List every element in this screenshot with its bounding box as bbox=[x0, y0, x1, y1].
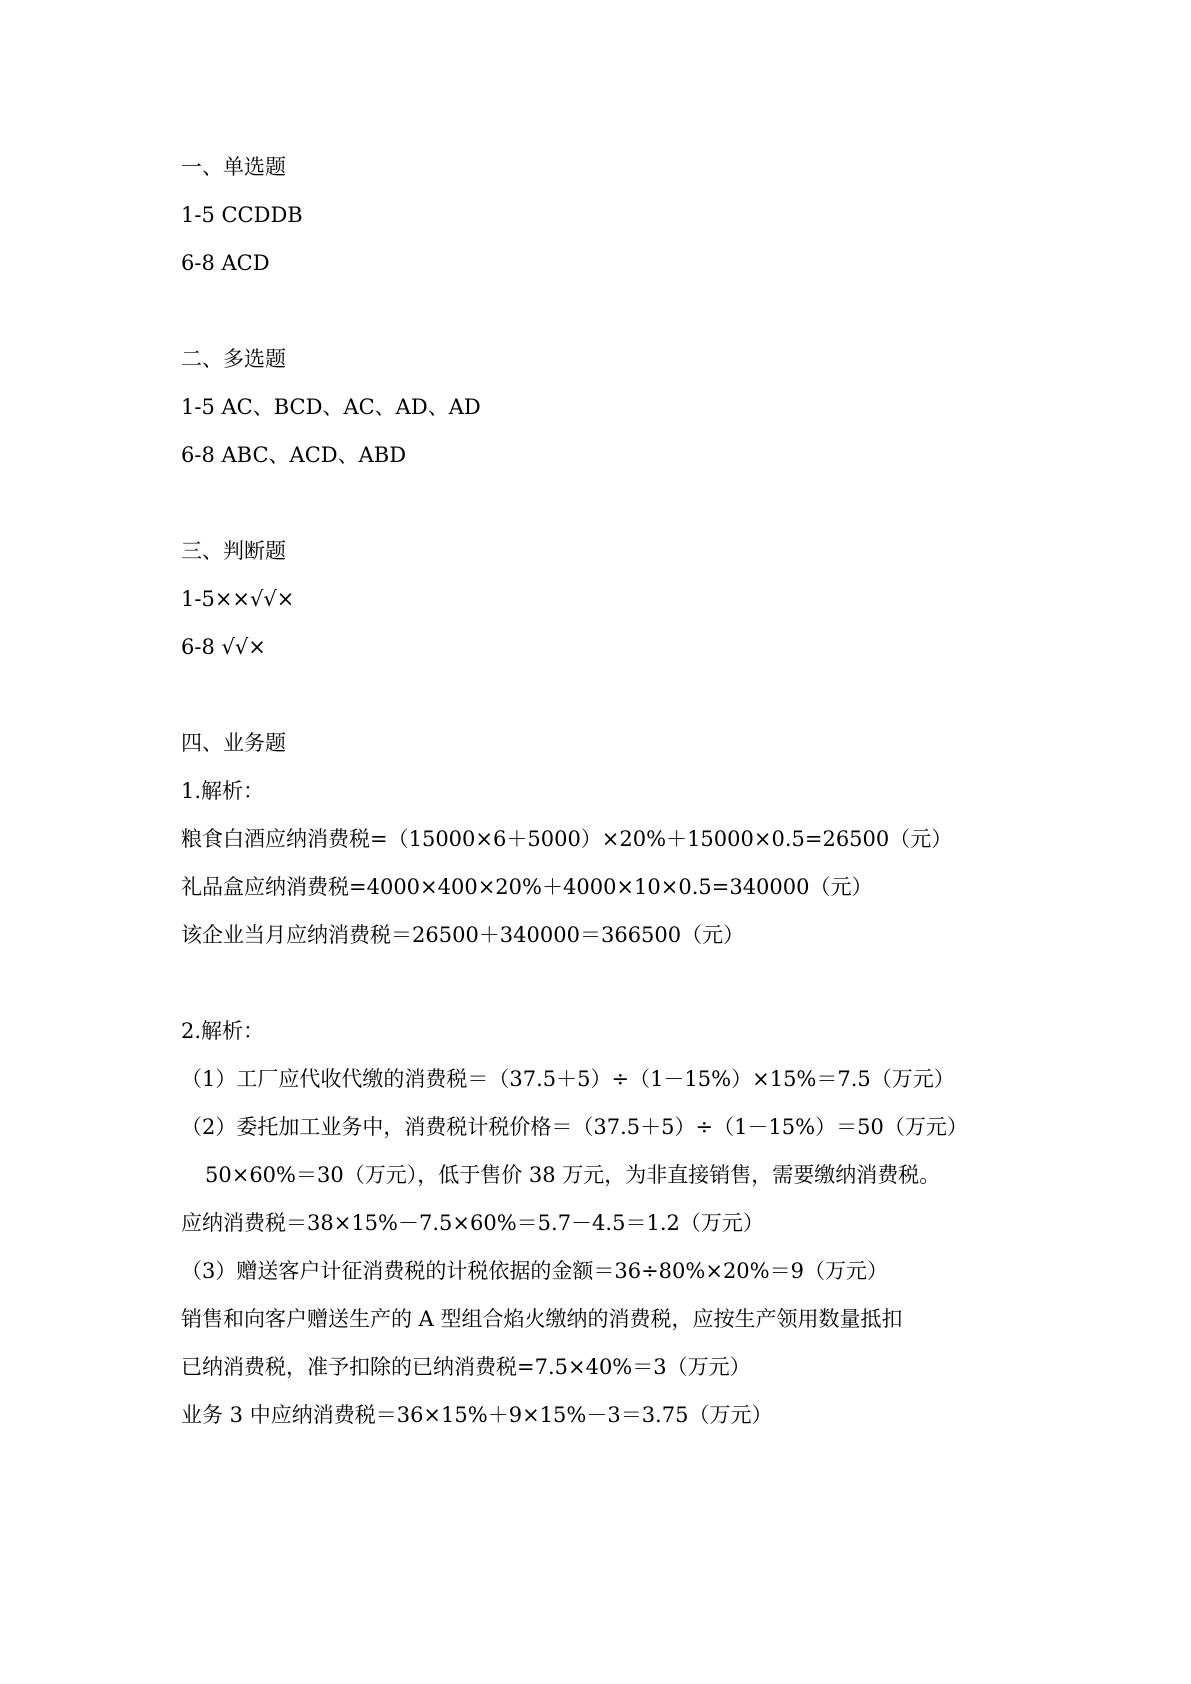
solution-line: 粮食白酒应纳消费税=（15000×6＋5000）×20%＋15000×0.5=26500（元） bbox=[181, 827, 953, 851]
question-2-title: 2.解析： bbox=[181, 1019, 265, 1043]
solution-line: 该企业当月应纳消费税＝26500＋340000＝366500（元） bbox=[181, 923, 745, 947]
answer-line: 1-5××√√× bbox=[181, 587, 295, 611]
solution-line: （1）工厂应代收代缴的消费税＝（37.5＋5）÷（1－15%）×15%＝7.5（万元） bbox=[181, 1067, 955, 1091]
answer-line: 6-8 ABC、ACD、ABD bbox=[181, 443, 407, 467]
solution-line: 销售和向客户赠送生产的 A 型组合焰火缴纳的消费税，应按生产领用数量抵扣 bbox=[181, 1307, 903, 1331]
solution-line: 业务 3 中应纳消费税＝36×15%＋9×15%－3＝3.75（万元） bbox=[181, 1403, 773, 1427]
solution-line: （2）委托加工业务中，消费税计税价格＝（37.5＋5）÷（1－15%）＝50（万元） bbox=[181, 1115, 968, 1139]
section-heading-single-choice: 一、单选题 bbox=[181, 155, 286, 179]
question-1-title: 1.解析： bbox=[181, 779, 265, 803]
answer-line: 6-8 ACD bbox=[181, 251, 270, 275]
solution-line: （3）赠送客户计征消费税的计税依据的金额＝36÷80%×20%＝9（万元） bbox=[181, 1259, 888, 1283]
section-heading-true-false: 三、判断题 bbox=[181, 539, 286, 563]
solution-line: 50×60%＝30（万元），低于售价 38 万元，为非直接销售，需要缴纳消费税。 bbox=[205, 1163, 941, 1187]
answer-line: 1-5 AC、BCD、AC、AD、AD bbox=[181, 395, 481, 419]
solution-line: 应纳消费税＝38×15%－7.5×60%＝5.7－4.5＝1.2（万元） bbox=[181, 1211, 764, 1235]
section-heading-multiple-choice: 二、多选题 bbox=[181, 347, 286, 371]
section-heading-business: 四、业务题 bbox=[181, 731, 286, 755]
solution-line: 礼品盒应纳消费税=4000×400×20%＋4000×10×0.5=340000（元） bbox=[181, 875, 873, 899]
answer-line: 6-8 √√× bbox=[181, 635, 266, 659]
solution-line: 已纳消费税，准予扣除的已纳消费税=7.5×40%＝3（万元） bbox=[181, 1355, 751, 1379]
answer-line: 1-5 CCDDB bbox=[181, 203, 303, 227]
